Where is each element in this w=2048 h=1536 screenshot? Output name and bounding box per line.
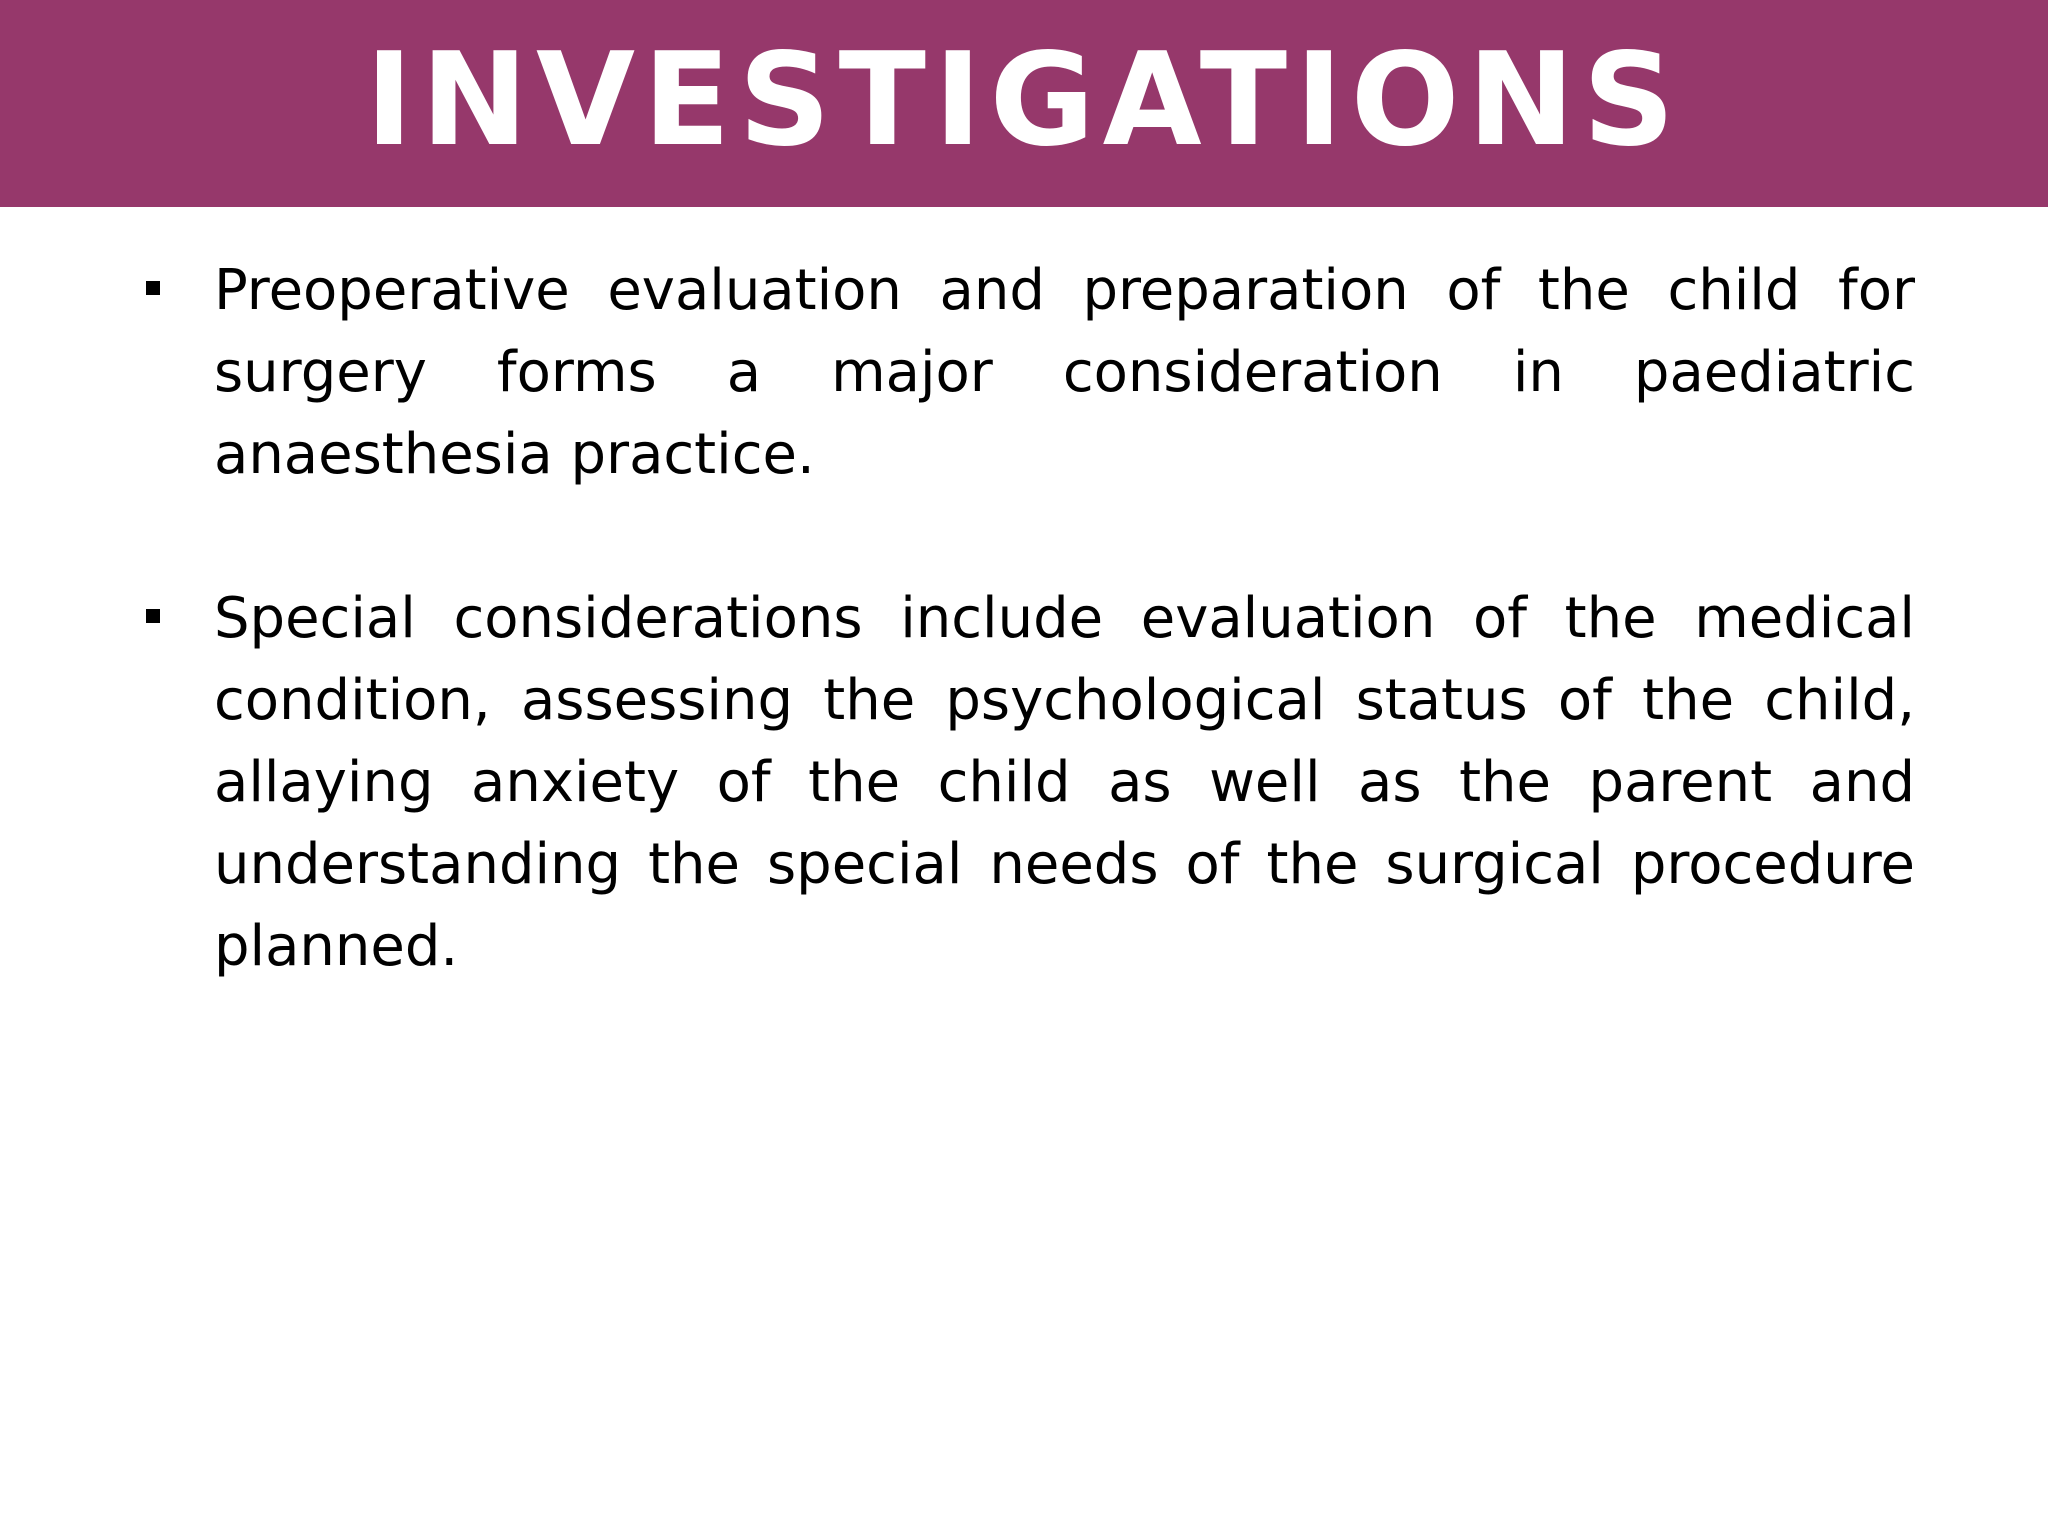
- title-bar: [0, 0, 2048, 207]
- square-bullet-icon: [146, 609, 160, 623]
- slide-content: [140, 250, 1915, 1070]
- bullet-item: [140, 578, 1915, 988]
- bullet-item: [140, 250, 1915, 496]
- square-bullet-icon: [146, 281, 160, 295]
- bullet-text: Preoperative evaluation and preparation of the child for surgery forms a major consideration in paediatric anaesthesia practice.: [214, 258, 1915, 487]
- slide-title: INVESTIGATIONS: [365, 25, 1683, 175]
- bullet-text: Special considerations include evaluation of the medical condition, assessing the psychological status of the child, allaying anxiety of the child as well as the parent and understanding the special needs of the surgical procedure planned.: [214, 586, 1915, 979]
